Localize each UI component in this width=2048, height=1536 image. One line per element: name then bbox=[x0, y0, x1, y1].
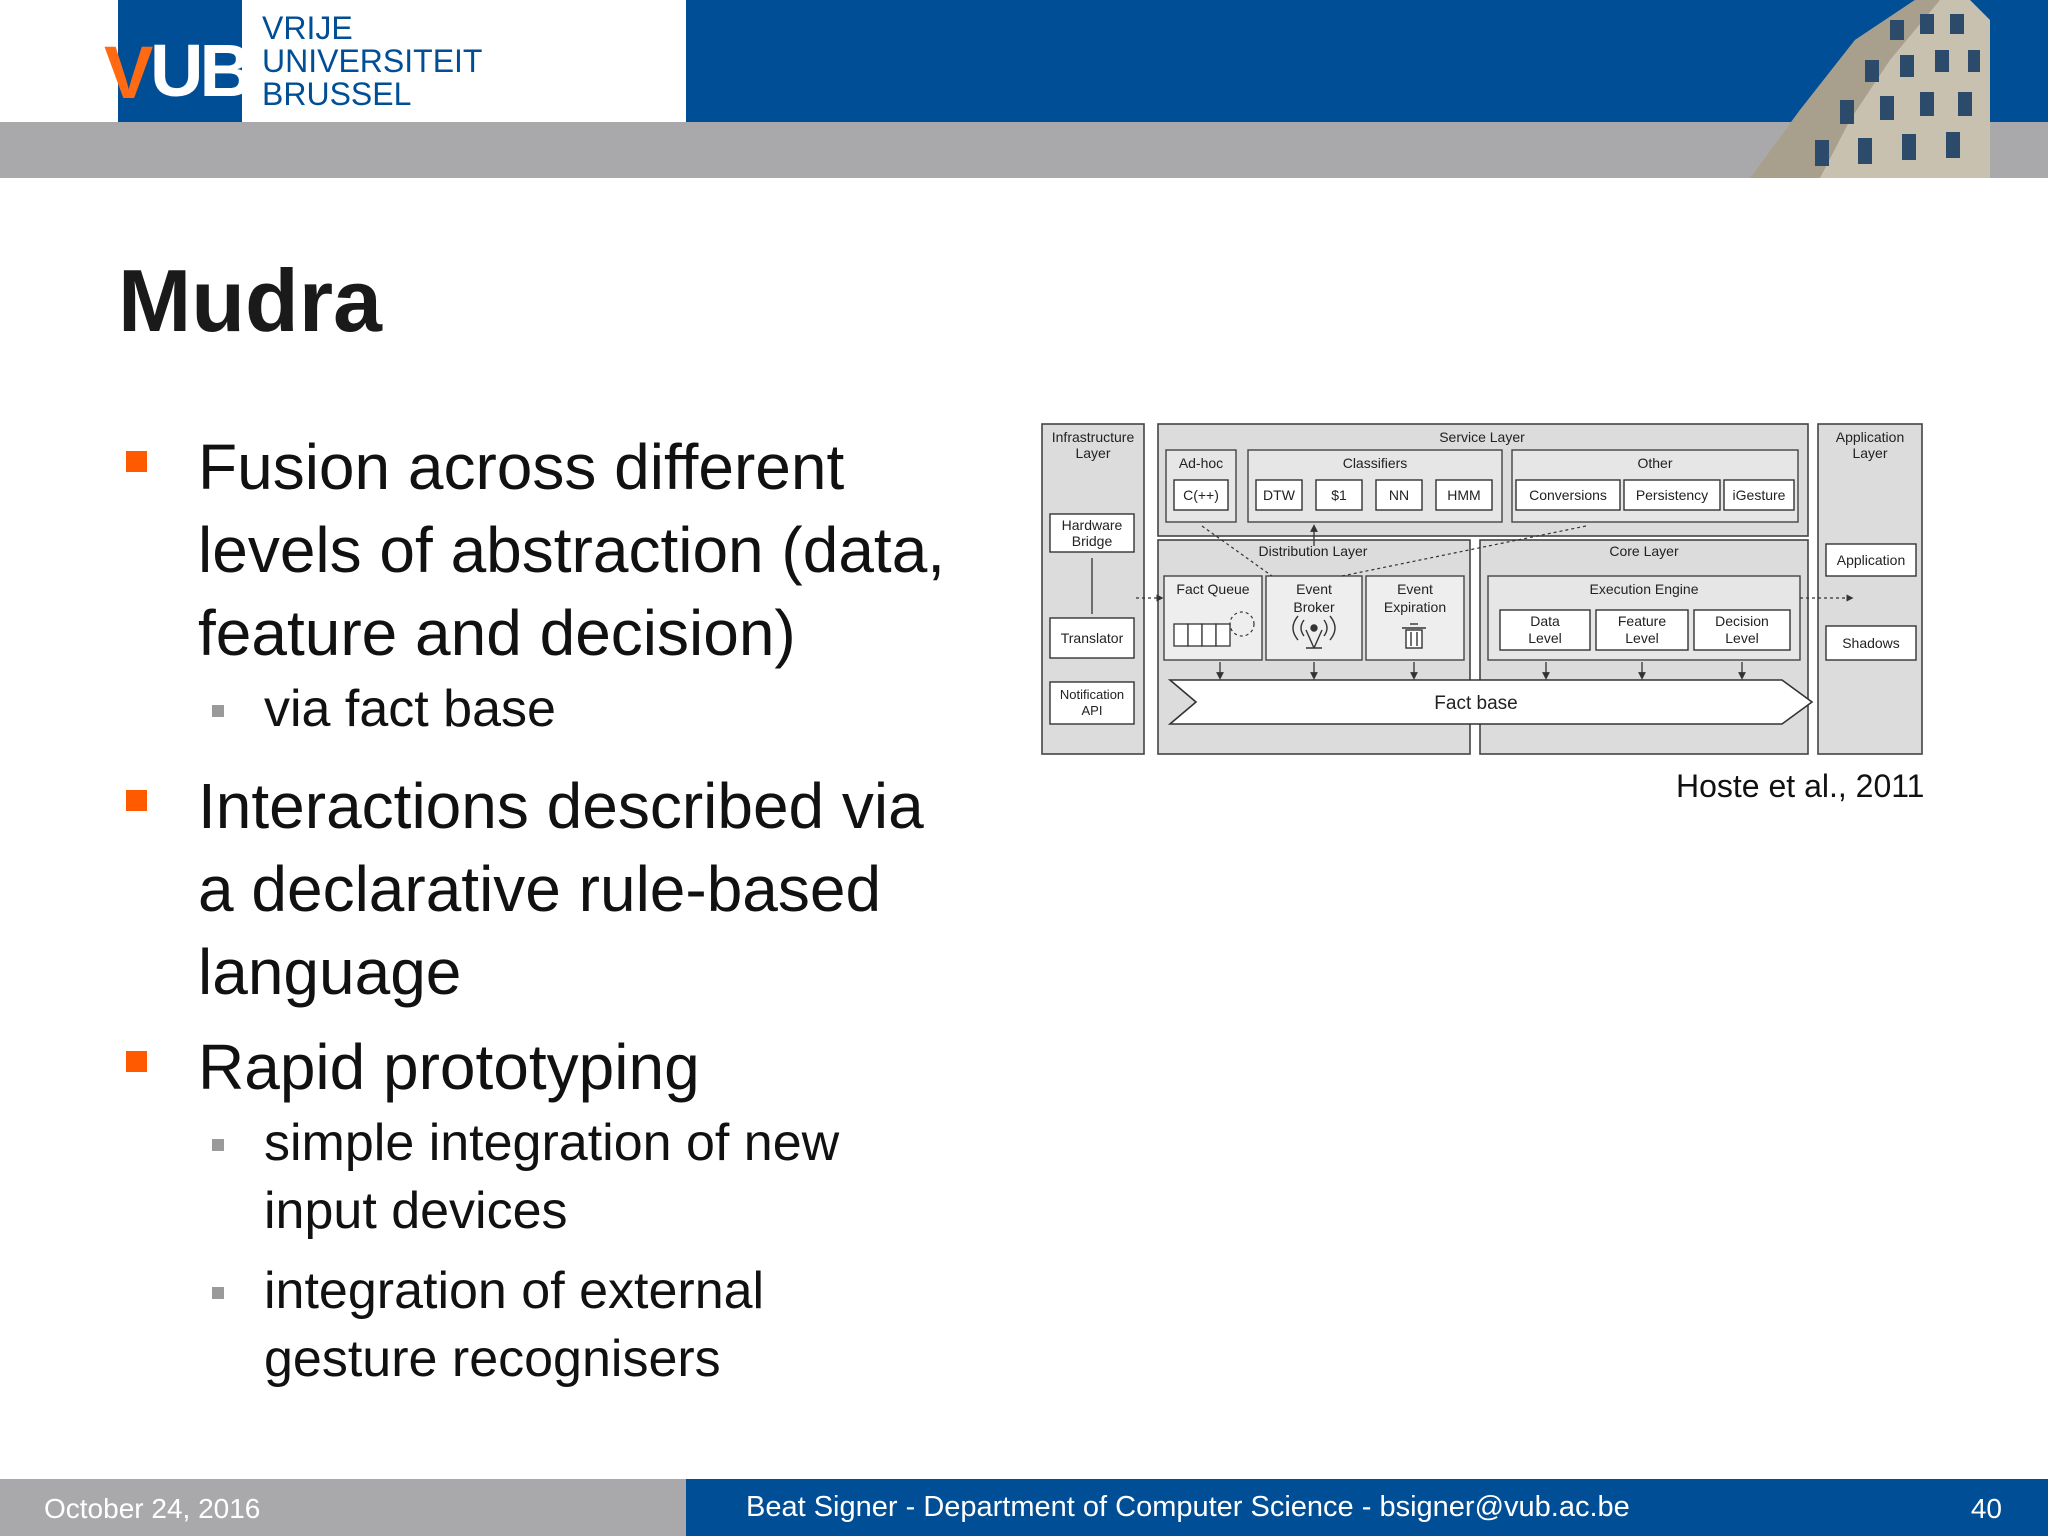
university-name-line-1: VRIJE bbox=[262, 10, 353, 46]
other-label: Other bbox=[1637, 455, 1673, 471]
bullet-line: Rapid prototyping bbox=[198, 1031, 700, 1103]
decision-level-label-1: Decision bbox=[1715, 613, 1769, 629]
diagram-caption: Hoste et al., 2011 bbox=[1676, 768, 1925, 804]
bullet-square-icon bbox=[126, 790, 147, 811]
translator-label: Translator bbox=[1060, 630, 1124, 646]
bullet-square-icon bbox=[126, 451, 147, 472]
footer-page-number: 40 bbox=[1970, 1493, 2002, 1524]
execution-engine-label: Execution Engine bbox=[1589, 581, 1699, 597]
mudra-architecture-diagram bbox=[1036, 418, 1926, 758]
notification-api-label-1: Notification bbox=[1059, 687, 1125, 702]
bullet-fusion bbox=[118, 426, 1018, 675]
logo-mark-ub: UB bbox=[150, 29, 249, 112]
sub-bullet-square-icon bbox=[212, 1139, 224, 1151]
application-layer-title-2: Layer bbox=[1852, 445, 1888, 461]
sub-bullet-fact-base bbox=[118, 675, 1018, 743]
sub-bullet-line: gesture recognisers bbox=[264, 1330, 721, 1388]
application-layer bbox=[1818, 424, 1922, 754]
s1-label: $1 bbox=[1331, 487, 1347, 503]
logo-mark-v: V bbox=[104, 31, 148, 114]
fact-base-label: Fact base bbox=[1434, 693, 1518, 714]
data-level-label-1: Data bbox=[1530, 613, 1560, 629]
feature-level-label-2: Level bbox=[1625, 630, 1659, 646]
event-expiration-label-2: Expiration bbox=[1383, 599, 1447, 615]
sub-bullet-line: via fact base bbox=[264, 680, 556, 738]
building-image bbox=[1740, 0, 1990, 178]
fact-queue-label: Fact Queue bbox=[1176, 581, 1250, 597]
infrastructure-layer-title-1: Infrastructure bbox=[1051, 429, 1135, 445]
distribution-layer-title: Distribution Layer bbox=[1258, 543, 1368, 559]
notification-api-label-2: API bbox=[1081, 703, 1103, 718]
bullet-line: Fusion across different bbox=[198, 431, 845, 503]
event-broker-label-1: Event bbox=[1296, 581, 1332, 597]
nn-label: NN bbox=[1388, 487, 1410, 503]
hardware-bridge-label-2: Bridge bbox=[1071, 533, 1113, 549]
bullet-square-icon bbox=[126, 1051, 147, 1072]
sub-bullet-line: integration of external bbox=[264, 1262, 765, 1320]
university-name-line-2: UNIVERSITEIT bbox=[262, 43, 483, 79]
persistency-label: Persistency bbox=[1635, 487, 1709, 503]
decision-level-label-2: Level bbox=[1725, 630, 1759, 646]
sub-bullet-line: simple integration of new bbox=[264, 1114, 840, 1172]
bullet-rapid-prototyping bbox=[118, 1026, 1018, 1109]
sub-bullet-gesture-recognisers bbox=[118, 1257, 1018, 1393]
university-name-line-3: BRUSSEL bbox=[262, 76, 412, 112]
adhoc-label: Ad-hoc bbox=[1178, 455, 1224, 471]
sub-bullet-input-devices bbox=[118, 1109, 1018, 1245]
bullet-line: feature and decision) bbox=[198, 597, 796, 669]
feature-level-label-1: Feature bbox=[1617, 613, 1667, 629]
slide-title: Mudra bbox=[118, 251, 382, 350]
event-broker-label-2: Broker bbox=[1293, 599, 1335, 615]
application-layer-title-1: Application bbox=[1835, 429, 1905, 445]
bullet-line: language bbox=[198, 936, 462, 1008]
data-level-label-2: Level bbox=[1528, 630, 1562, 646]
bullet-line: Interactions described via bbox=[198, 770, 924, 842]
hardware-bridge-label-1: Hardware bbox=[1061, 517, 1123, 533]
footer-author: Beat Signer - Department of Computer Science - bsigner@vub.ac.be bbox=[746, 1491, 1630, 1523]
university-name bbox=[262, 12, 482, 111]
bullet-line: a declarative rule-based bbox=[198, 853, 882, 925]
classifiers-label: Classifiers bbox=[1342, 455, 1408, 471]
conversions-label: Conversions bbox=[1529, 487, 1607, 503]
sub-bullet-line: input devices bbox=[264, 1182, 568, 1240]
cpp-label: C(++) bbox=[1183, 487, 1219, 503]
bullet-line: levels of abstraction (data, bbox=[198, 514, 946, 586]
sub-bullet-square-icon bbox=[212, 705, 224, 717]
hmm-label: HMM bbox=[1447, 487, 1481, 503]
bullet-interactions bbox=[118, 765, 1018, 1014]
dtw-label: DTW bbox=[1263, 487, 1295, 503]
infrastructure-layer-title-2: Layer bbox=[1075, 445, 1111, 461]
application-label: Application bbox=[1836, 552, 1906, 568]
trash-icon bbox=[1402, 624, 1426, 648]
igesture-label: iGesture bbox=[1732, 487, 1786, 503]
event-expiration-label-1: Event bbox=[1397, 581, 1433, 597]
footer-date: October 24, 2016 bbox=[44, 1493, 261, 1524]
queue-cells-icon bbox=[1174, 624, 1230, 646]
shadows-label: Shadows bbox=[1842, 635, 1900, 651]
service-layer-title: Service Layer bbox=[1439, 429, 1525, 445]
bullet-list bbox=[118, 426, 1018, 1393]
sub-bullet-square-icon bbox=[212, 1287, 224, 1299]
core-layer-title: Core Layer bbox=[1609, 543, 1679, 559]
